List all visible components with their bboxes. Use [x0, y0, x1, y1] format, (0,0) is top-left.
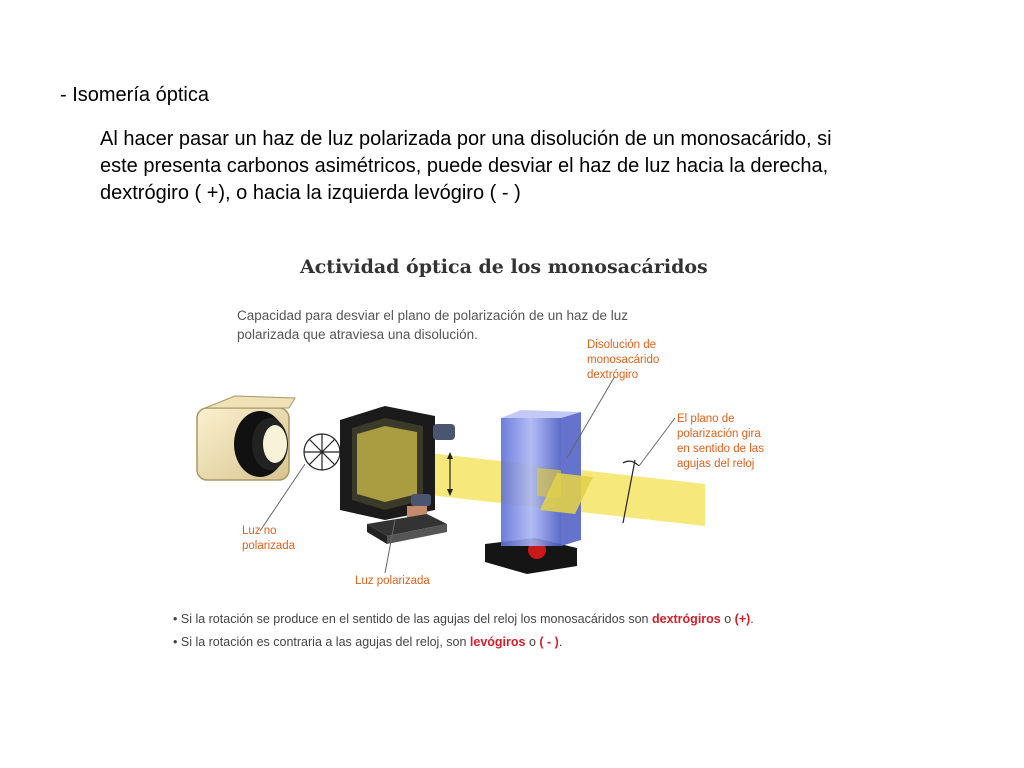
paragraph-line: dextrógiro ( +), o hacia la izquierda levógiro ( - ) — [100, 182, 521, 204]
bullet-text: o — [525, 635, 540, 649]
label-line: polarizada — [242, 540, 296, 552]
bullet-sign: (+) — [734, 612, 751, 626]
polarized-light-label — [355, 574, 430, 589]
bullet-text: o — [720, 612, 735, 626]
label-line: Luz polarizada — [355, 575, 430, 587]
label-line: agujas del reloj — [677, 458, 755, 470]
solution-label — [587, 338, 659, 383]
optical-activity-figure — [145, 248, 795, 663]
label-line: en sentido de las — [677, 443, 764, 455]
label-line: El plano de — [677, 413, 735, 425]
paragraph-line: Al hacer pasar un haz de luz polarizada por una disolución de un monosacárido, si — [100, 128, 832, 150]
section-heading: - Isomería óptica — [60, 84, 209, 106]
bullet-highlight: dextrógiros — [651, 612, 721, 626]
label-line: Disolución de — [587, 339, 657, 351]
label-line: dextrógiro — [587, 369, 639, 381]
figure-bullets — [173, 608, 754, 654]
description-line: Capacidad para desviar el plano de polarización de un haz de luz — [237, 308, 629, 323]
bullet-text: . — [750, 612, 754, 626]
unpolarized-light-label — [242, 524, 295, 554]
description-line: polarizada que atraviesa una disolución. — [237, 327, 478, 342]
bullet-item: • Si la rotación es contraria a las agujas del reloj, son levógiros o ( - ). — [173, 635, 563, 649]
label-line: Luz no — [242, 525, 277, 537]
label-line: polarización gira — [677, 428, 761, 440]
figure-title: Actividad óptica de los monosacáridos — [300, 256, 708, 278]
bullet-text: Si la rotación se produce en el sentido de las agujas del reloj los monosacáridos son — [180, 612, 652, 626]
bullet-item: • Si la rotación se produce en el sentido de las agujas del reloj los monosacáridos son dextrógiros o (+). — [173, 612, 754, 626]
label-line: monosacárido — [587, 354, 660, 366]
unpolarized-light-icon — [304, 434, 340, 470]
intro-paragraph — [100, 126, 960, 207]
bullet-highlight: levógiros — [469, 635, 526, 649]
bullet-text: . — [558, 635, 563, 649]
bullet-sign: ( - ) — [539, 635, 559, 649]
light-source-icon — [197, 396, 295, 480]
bullet-text: Si la rotación es contraria a las agujas del reloj, son — [180, 635, 470, 649]
rotation-label — [677, 412, 764, 472]
figure-description — [237, 306, 628, 344]
paragraph-line: este presenta carbonos asimétricos, puede desviar el haz de luz hacia la derecha, — [100, 155, 829, 177]
